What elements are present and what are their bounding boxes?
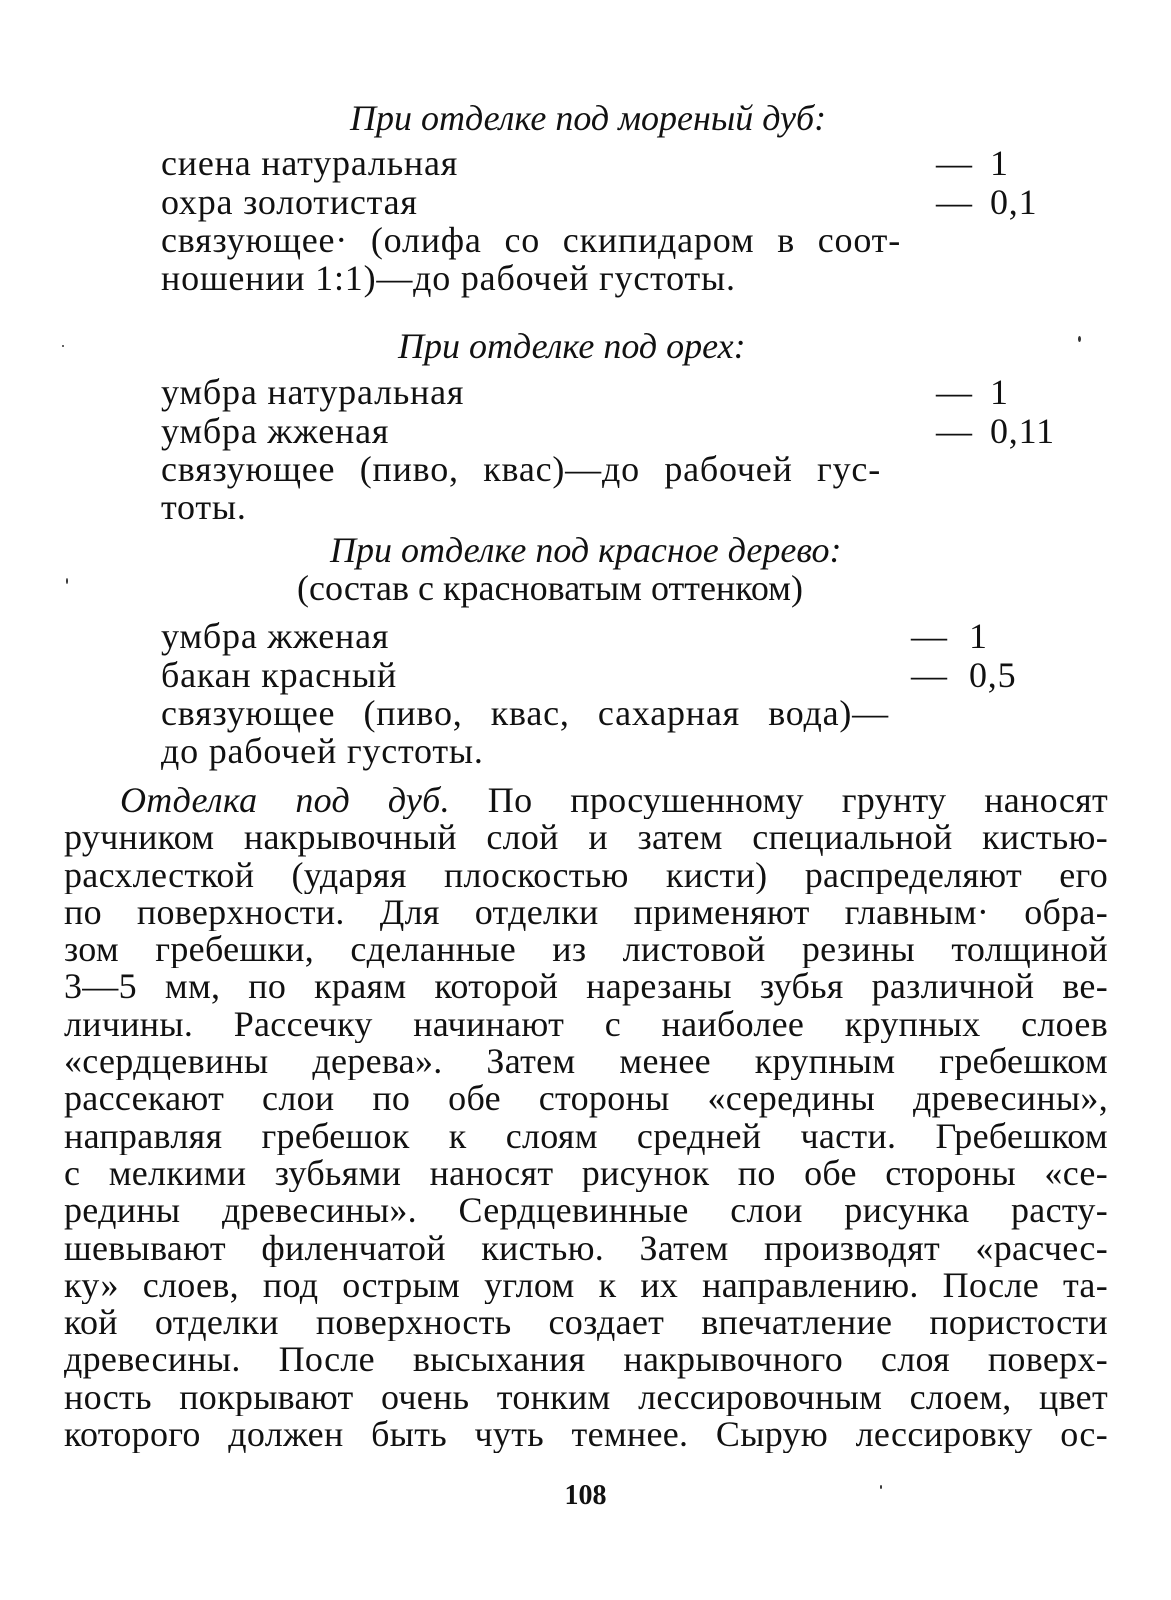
paragraph-line: направляя гребешок к слоям средней части. Гребешком — [64, 1117, 1108, 1155]
binder-line: до рабочей густоты. — [161, 730, 484, 771]
ingredient-value: 1 — [969, 616, 988, 656]
binder-line: тоты. — [161, 486, 247, 527]
paragraph-line: древесины. После высыхания накрывочного слоя поверх- — [64, 1341, 1108, 1379]
ingredient-row — [161, 182, 1061, 222]
ingredient-value: 0,1 — [990, 182, 1038, 222]
binder-note — [161, 695, 889, 770]
ingredient-value: 0,11 — [990, 411, 1055, 451]
ingredient-dash: — — [936, 143, 973, 183]
paragraph-line: ность покрывают очень тонким лессировочным слоем, цвет — [64, 1378, 1108, 1417]
ingredient-value: 1 — [990, 372, 1009, 412]
paragraph-line: ку» слоев, под острым углом к их направлению. После та- — [64, 1266, 1108, 1305]
paragraph-line: кой отделки поверхность создает впечатление пористости — [64, 1304, 1108, 1342]
scan-speck — [66, 578, 68, 584]
ingredient-dash: — — [911, 655, 948, 695]
ingredient-name: сиена натуральная — [161, 143, 459, 183]
binder-line: связующее· (олифа со скипидаром в соот- — [161, 220, 901, 260]
scan-speck — [1078, 336, 1081, 342]
ingredient-row — [161, 616, 1061, 656]
binder-line: связующее (пиво, квас, сахарная вода)— — [161, 693, 889, 733]
paragraph-line — [64, 782, 1108, 819]
binder-line: связующее (пиво, квас)—до рабочей гус- — [161, 449, 881, 489]
scan-speck — [62, 345, 64, 347]
ingredient-dash: — — [911, 616, 948, 656]
ingredient-name: умбра жженая — [161, 411, 390, 451]
binder-note — [161, 222, 901, 297]
ingredient-row — [161, 411, 1061, 451]
paragraph-line: по поверхности. Для отделки применяют главным· обра- — [64, 893, 1108, 932]
ingredient-value: 1 — [990, 143, 1009, 183]
oak-finish-paragraph — [64, 782, 1108, 1453]
ingredient-row — [161, 372, 1061, 412]
paragraph-line: 3—5 мм, по краям которой нарезаны зубья различной ве- — [64, 968, 1108, 1006]
paragraph-line: ручником накрывочный слой и затем специальной кистью- — [64, 819, 1108, 857]
page-number: 108 — [564, 1480, 607, 1511]
binder-line: ношении 1:1)—до рабочей густоты. — [161, 257, 736, 298]
paragraph-line: «сердцевины дерева». Затем менее крупным гребешком — [64, 1043, 1108, 1081]
paragraph-line: с мелкими зубьями наносят рисунок по обе стороны «се- — [64, 1154, 1108, 1193]
paragraph-line-rest: По просушенному грунту наносят — [449, 782, 1108, 820]
scan-speck — [880, 1485, 882, 1489]
paragraph-line: шевывают филенчатой кистью. Затем производят «расчес- — [64, 1229, 1108, 1267]
ingredient-dash: — — [936, 411, 973, 451]
binder-note — [161, 451, 881, 526]
paragraph-line: зом гребешки, сделанные из листовой резины толщиной — [64, 931, 1108, 969]
ingredient-value: 0,5 — [969, 655, 1017, 695]
walnut-heading: При отделке под орех: — [398, 326, 746, 366]
paragraph-line: которого должен быть чуть темнее. Сырую лессировку ос- — [64, 1416, 1108, 1454]
mahogany-heading: При отделке под красное дерево: — [330, 530, 842, 570]
ingredient-name: умбра жженая — [161, 616, 390, 656]
stained-oak-heading: При отделке под мореный дуб: — [350, 98, 827, 138]
ingredient-dash: — — [936, 182, 973, 222]
ingredient-name: бакан красный — [161, 655, 398, 695]
ingredient-name: охра золотистая — [161, 182, 418, 222]
paragraph-lead: Отделка под дуб. — [120, 782, 450, 820]
paragraph-line: рассекают слои по обе стороны «середины древесины», — [64, 1080, 1108, 1118]
paragraph-line: редины древесины». Сердцевинные слои рисунка расту- — [64, 1192, 1108, 1230]
paragraph-line: расхлесткой (ударяя плоскостью кисти) распределяют его — [64, 856, 1108, 894]
paragraph-line: личины. Рассечку начинают с наиболее крупных слоев — [64, 1005, 1108, 1044]
ingredient-row — [161, 143, 1061, 183]
ingredient-name: умбра натуральная — [161, 372, 465, 412]
mahogany-subheading: (состав с красноватым оттенком) — [297, 568, 803, 608]
ingredient-row — [161, 655, 1061, 695]
ingredient-dash: — — [936, 372, 973, 412]
